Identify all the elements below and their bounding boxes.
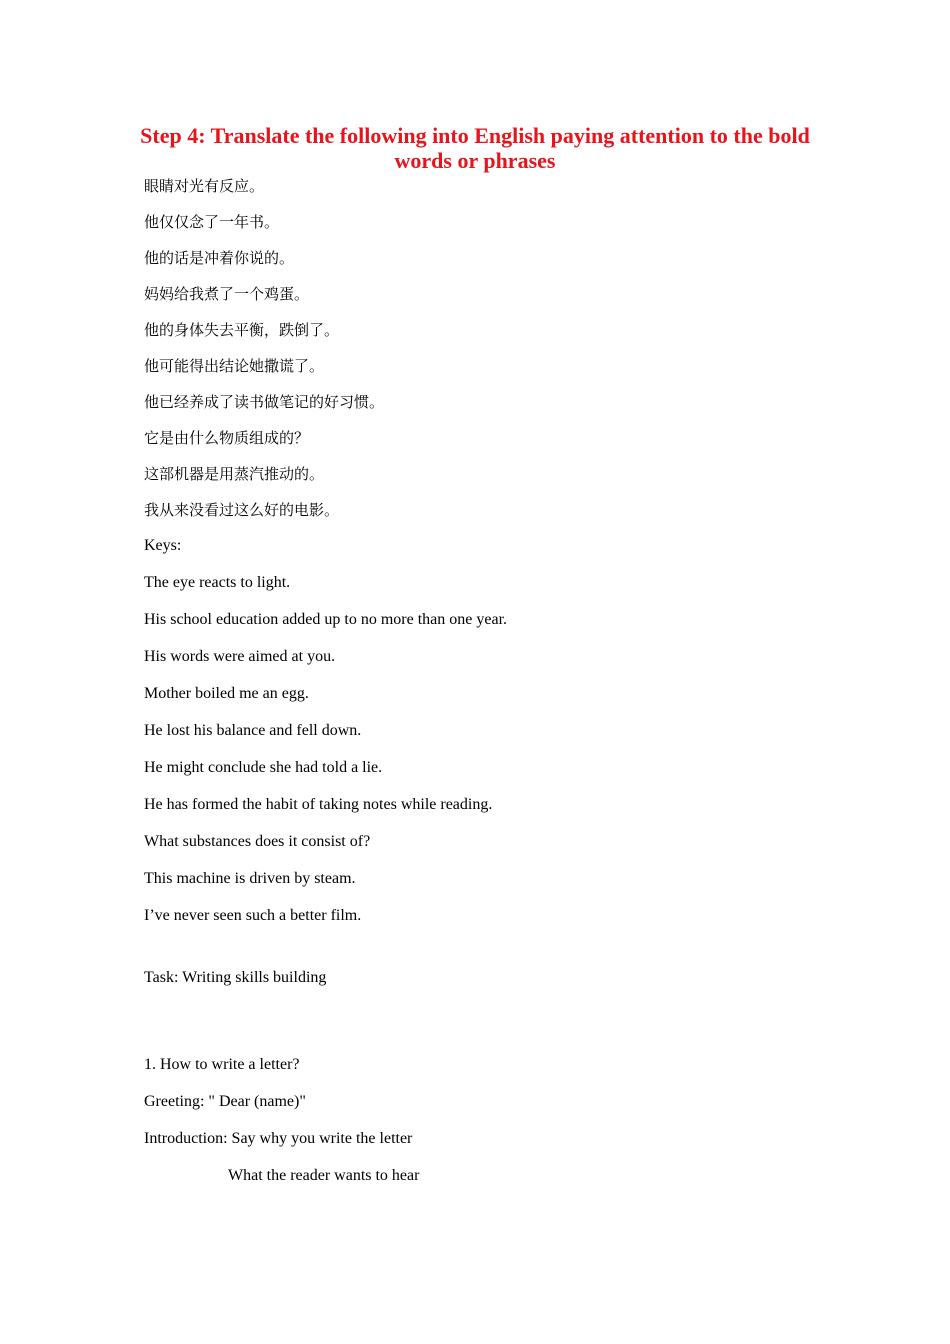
greeting-line: Greeting: " Dear (name)" [144,1093,306,1110]
key-3: His words were aimed at you. [144,648,336,665]
key-10: I’ve never seen such a better film. [144,907,362,924]
chinese-sentence-7: 他已经养成了读书做笔记的好习惯。 [144,393,385,411]
keys-label: Keys: [144,537,182,554]
key-7: He has formed the habit of taking notes while reading. [144,796,493,813]
chinese-sentence-6: 他可能得出结论她撒谎了。 [144,357,325,375]
key-6: He might conclude she had told a lie. [144,759,383,776]
task-heading: Task: Writing skills building [144,969,327,986]
key-9: This machine is driven by steam. [144,870,356,887]
chinese-sentence-3: 他的话是冲着你说的。 [144,249,295,267]
chinese-sentence-9: 这部机器是用蒸汽推动的。 [144,465,325,483]
key-8: What substances does it consist of? [144,833,371,850]
key-5: He lost his balance and fell down. [144,722,362,739]
section-title: Step 4: Translate the following into English paying attention to the bold words or phrases [140,123,810,173]
introduction-sub-line: What the reader wants to hear [228,1167,420,1184]
chinese-sentence-5: 他的身体失去平衡，跌倒了。 [144,321,340,339]
key-2: His school education added up to no more than one year. [144,611,508,628]
chinese-sentence-4: 妈妈给我煮了一个鸡蛋。 [144,285,310,303]
key-4: Mother boiled me an egg. [144,685,309,702]
introduction-line: Introduction: Say why you write the letter [144,1130,413,1147]
chinese-sentence-8: 它是由什么物质组成的？ [144,429,310,447]
letter-heading: 1. How to write a letter? [144,1056,300,1073]
chinese-sentence-10: 我从来没看过这么好的电影。 [144,501,340,519]
key-1: The eye reacts to light. [144,574,291,591]
chinese-sentence-1: 眼睛对光有反应。 [144,177,265,195]
chinese-sentence-2: 他仅仅念了一年书。 [144,213,280,231]
